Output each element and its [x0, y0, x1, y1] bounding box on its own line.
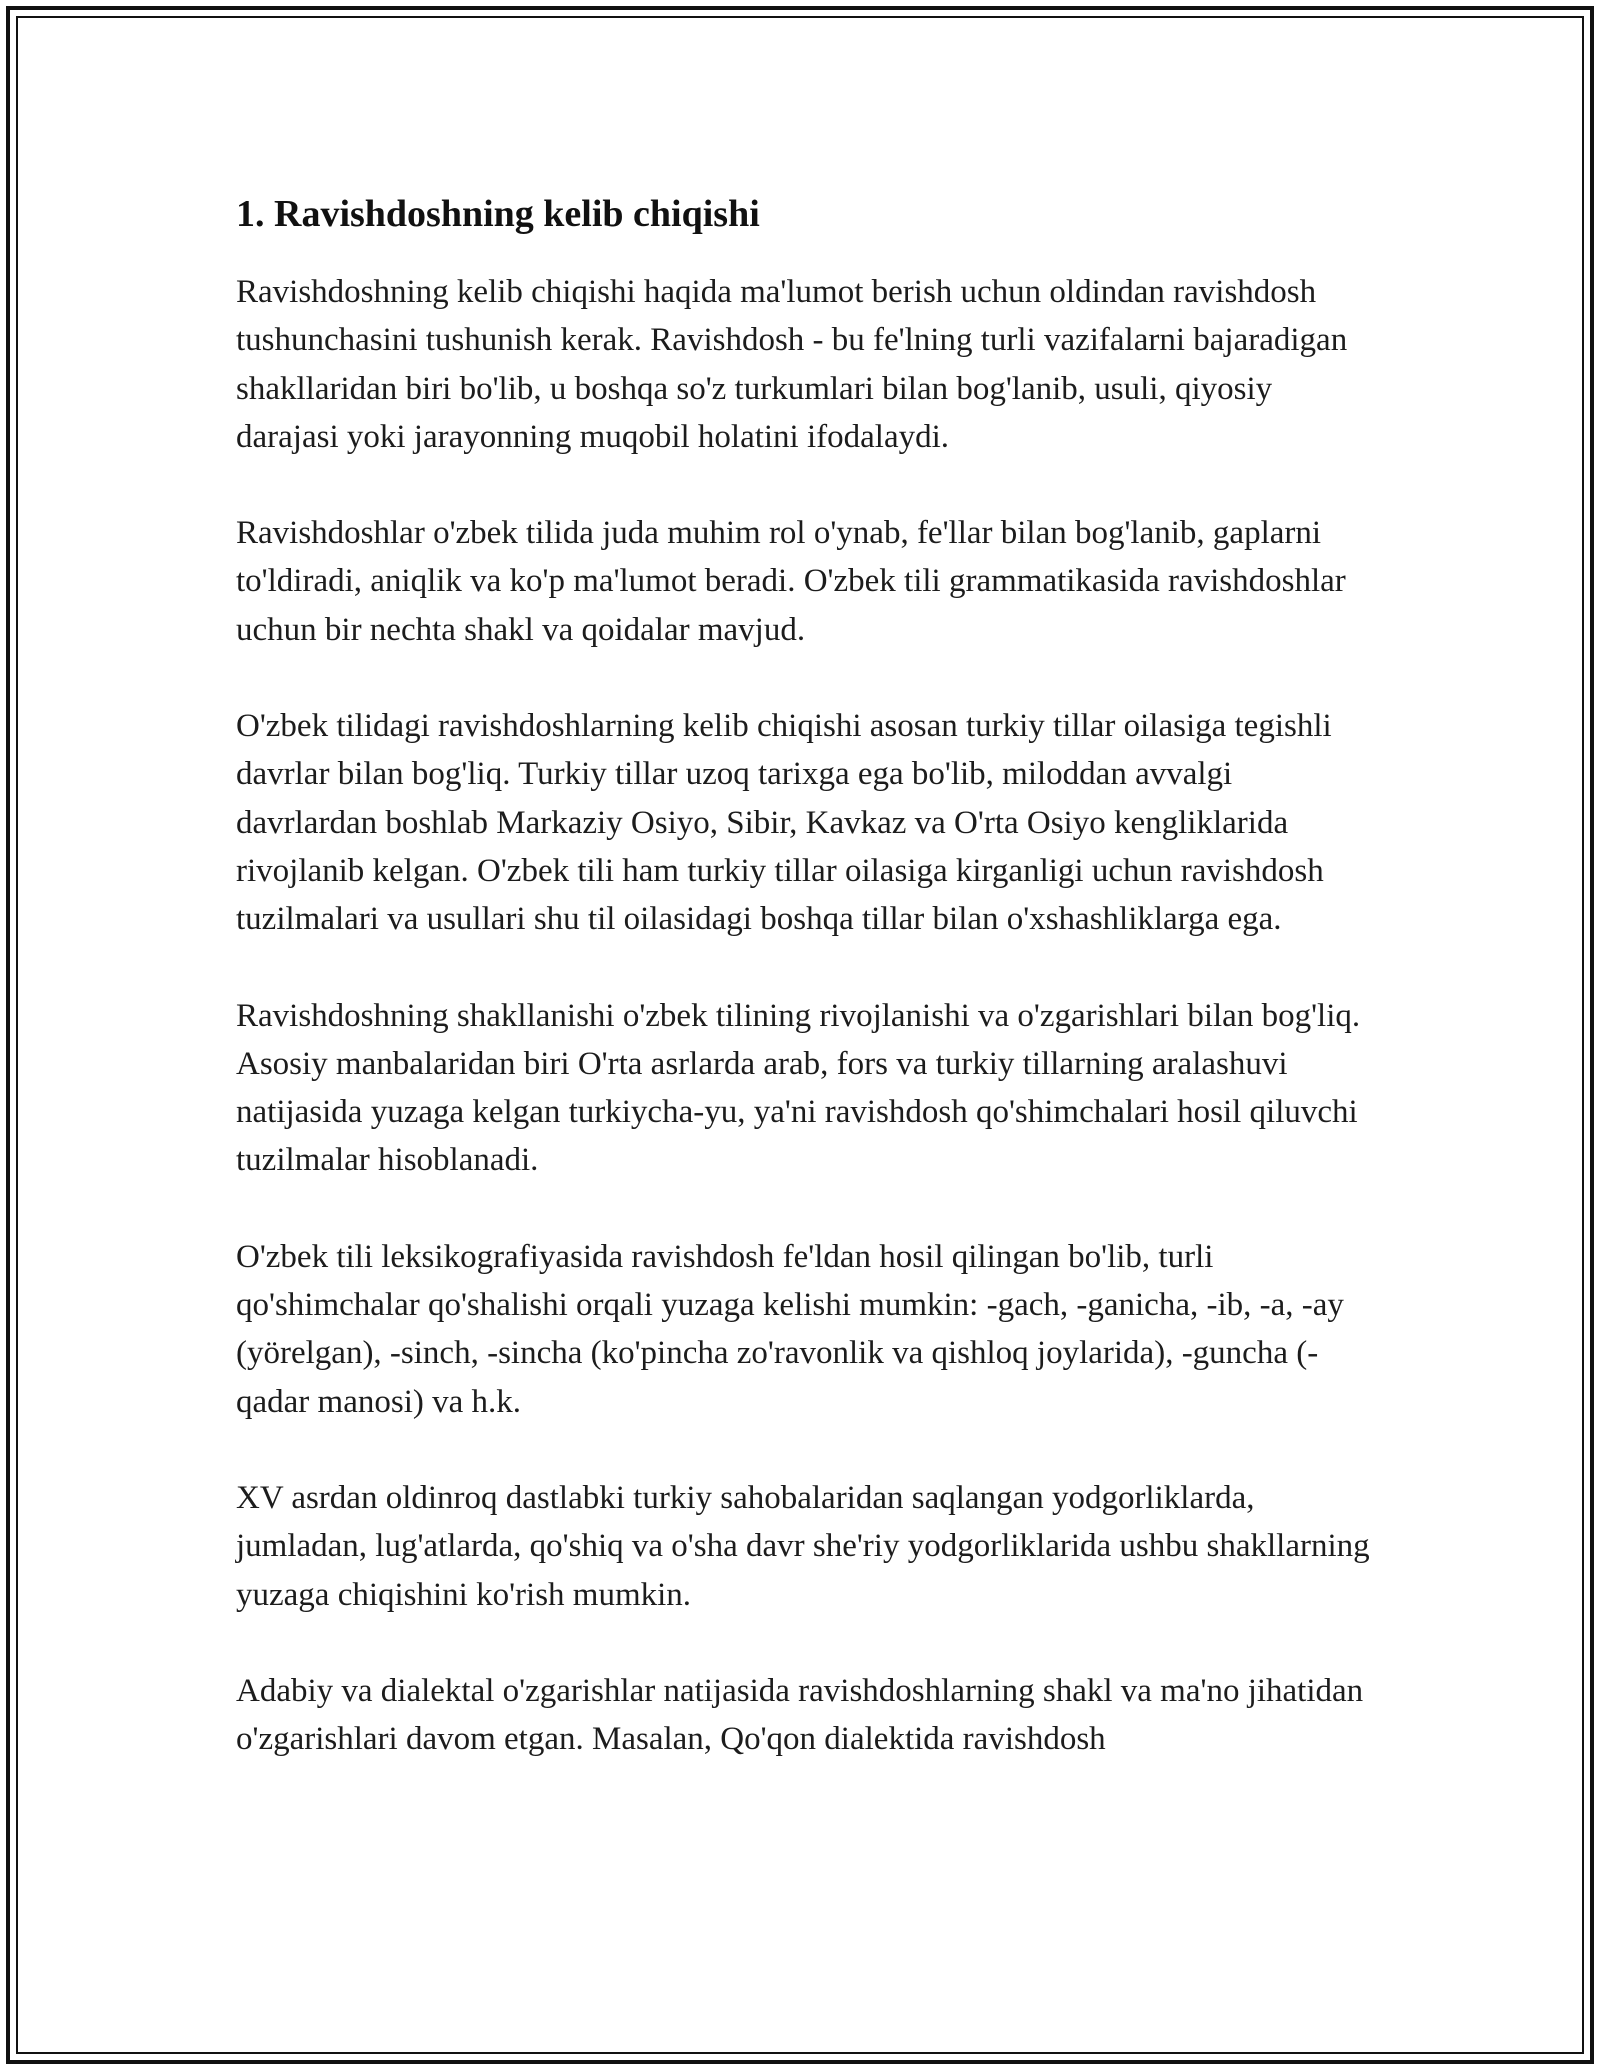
- paragraph-2: Ravishdoshlar o'zbek tilida juda muhim rol o'ynab, fe'llar bilan bog'lanib, gaplarni to'ldiradi, aniqlik va ko'p ma'lumot beradi. O'zbek tili grammatikasida ravishdoshlar uchun bir nechta shakl va qoidalar mavjud.: [236, 515, 1346, 648]
- paragraph-7: Adabiy va dialektal o'zgarishlar natijasida ravishdoshlarning shakl va ma'no jihatidan o'zgarishlari davom etgan. Masalan, Qo'qon dialektida ravishdosh: [236, 1672, 1364, 1758]
- document-body: [236, 186, 1376, 1811]
- paragraph-6: XV asrdan oldinroq dastlabki turkiy sahobalaridan saqlangan yodgorliklarda, jumladan, lug'atlarda, qo'shiq va o'sha davr she'riy yodgorliklarida ushbu shakllarning yuzaga chiqishini ko'rish mumkin.: [236, 1479, 1370, 1613]
- paragraph-4: Ravishdoshning shakllanishi o'zbek tilining rivojlanishi va o'zgarishlari bilan bog'liq. Asosiy manbalaridan biri O'rta asrlarda arab, fors va turkiy tillarning aralashuvi natijasida yuzaga kelgan turkiycha-yu, ya'ni ravishdosh qo'shimchalari hosil qiluvchi tuzilmalar hisoblanadi.: [236, 997, 1361, 1179]
- section-heading: 1. Ravishdoshning kelib chiqishi: [236, 193, 760, 235]
- paragraph-5: O'zbek tili leksikografiyasida ravishdosh fe'ldan hosil qilingan bo'lib, turli qo'shimchalar qo'shalishi orqali yuzaga kelishi mumkin: -gach, -ganicha, -ib, -a, -ay (yörelgan), -sinch, -sincha (ko'pincha zo'ravonlik va qishloq joylarida), -guncha (-qadar manosi) va h.k.: [236, 1238, 1344, 1420]
- paragraph-1: Ravishdoshning kelib chiqishi haqida ma'lumot berish uchun oldindan ravishdosh tushunchasini tushunish kerak. Ravishdosh - bu fe'lning turli vazifalarni bajaradigan shakllaridan biri bo'lib, u boshqa so'z turkumlari bilan bog'lanib, usuli, qiyosiy darajasi yoki jarayonning muqobil holatini ifodalaydi.: [236, 274, 1348, 455]
- paragraph-3: O'zbek tilidagi ravishdoshlarning kelib chiqishi asosan turkiy tillar oilasiga tegishli davrlar bilan bog'liq. Turkiy tillar uzoq tarixga ega bo'lib, miloddan avvalgi davrlardan boshlab Markaziy Osiyo, Sibir, Kavkaz va O'rta Osiyo kengliklarida rivojlanib kelgan. O'zbek tili ham turkiy tillar oilasiga kirganligi uchun ravishdosh tuzilmalari va usullari shu til oilasidagi boshqa tillar bilan o'xshashliklarga ega.: [236, 708, 1332, 938]
